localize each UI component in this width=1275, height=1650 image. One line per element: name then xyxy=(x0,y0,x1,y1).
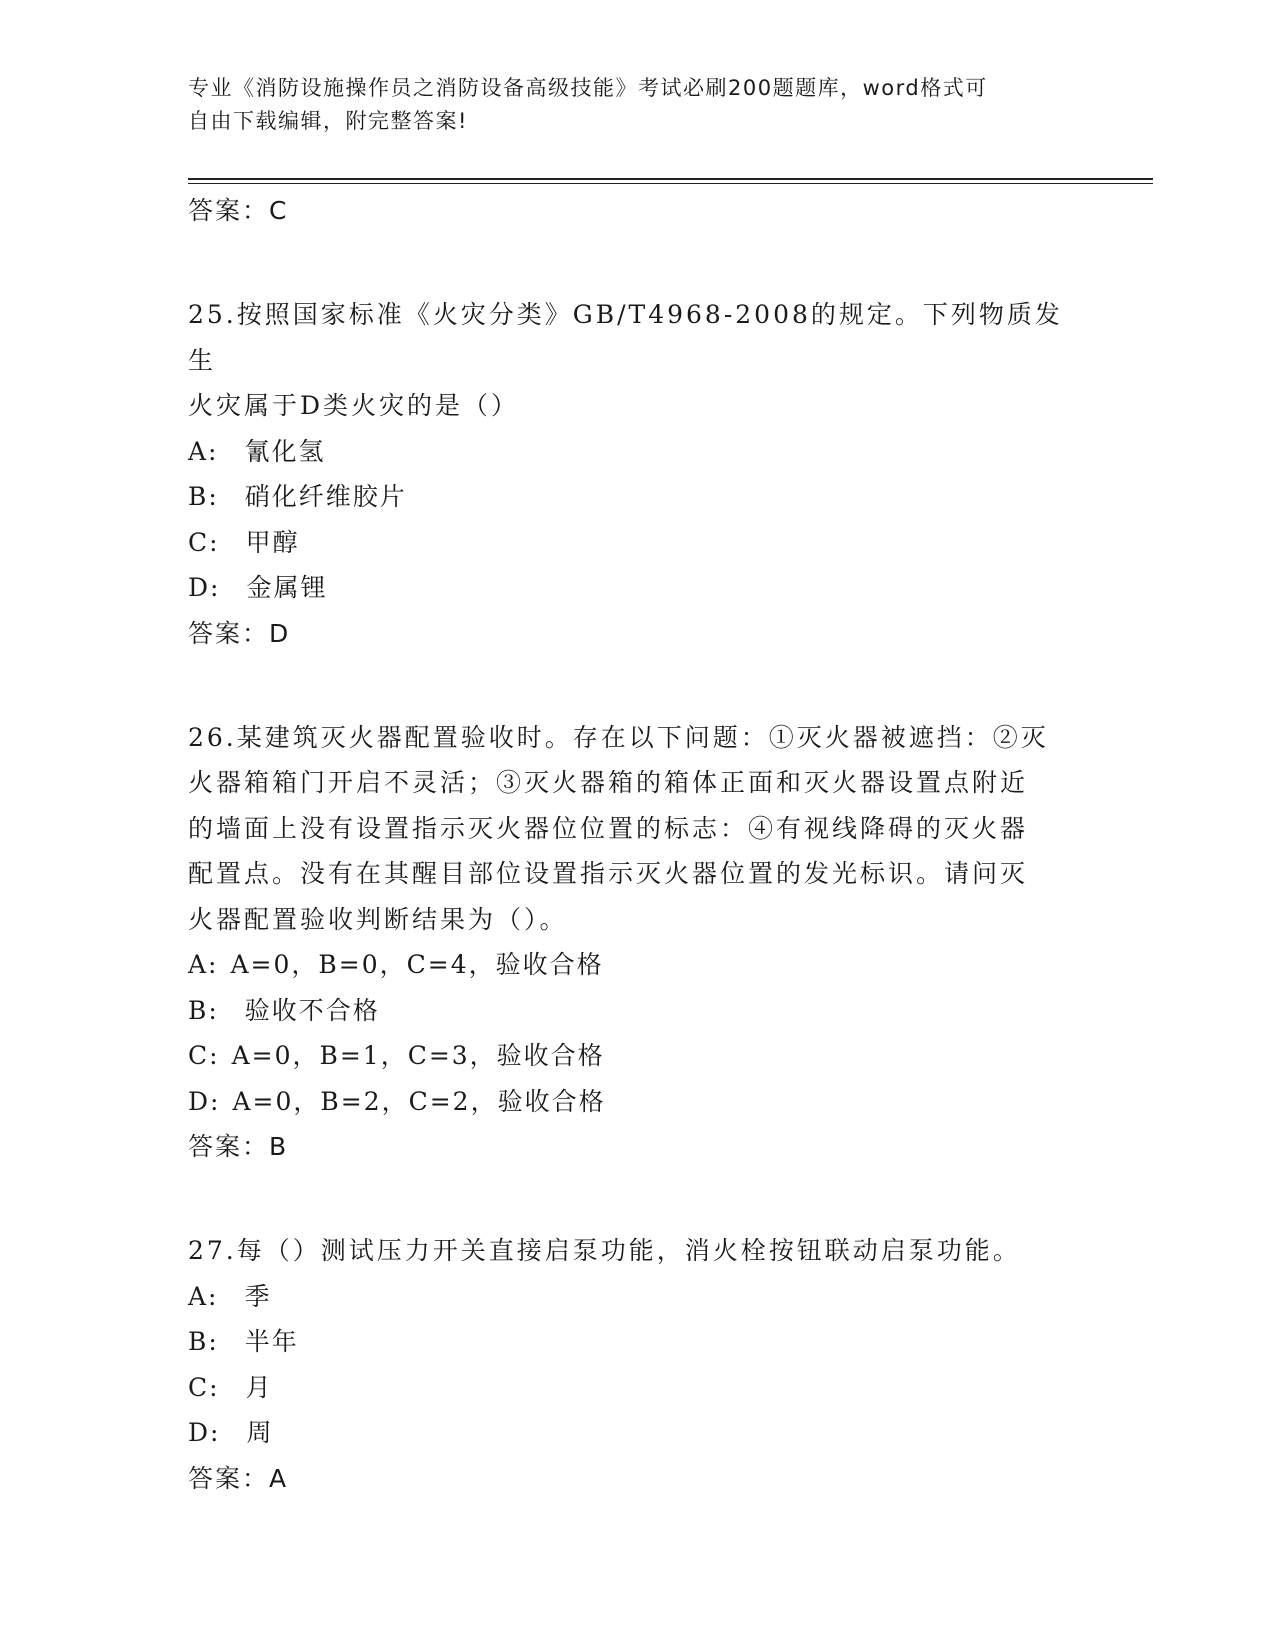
question-26 xyxy=(188,715,1088,1170)
option-text: 氰化氢 xyxy=(244,436,326,466)
question-27 xyxy=(188,1228,1088,1501)
question-text-line: 火灾属于D类火灾的是（） xyxy=(188,391,520,420)
option-text: 半年 xyxy=(244,1327,299,1356)
option-text: A=0，B=0，C=4，验收合格 xyxy=(230,950,604,979)
question-text-line: 26.某建筑灭火器配置验收时。存在以下问题：①灭火器被遮挡：②灭 xyxy=(188,722,1049,752)
header-title-line-1: 专业《消防设施操作员之消防设备高级技能》考试必刷200题题库，word格式可 xyxy=(188,76,988,100)
option-d xyxy=(188,565,1088,611)
option-text: A=0，B=2，C=2，验收合格 xyxy=(232,1086,606,1116)
option-key: C: xyxy=(188,527,220,557)
option-key: A: xyxy=(188,436,219,466)
question-text-line: 火器配置验收判断结果为（）。 xyxy=(188,904,568,934)
header-divider-thick xyxy=(188,178,1153,180)
question-list xyxy=(188,188,1088,1501)
option-c xyxy=(188,1365,1088,1411)
option-text: 验收不合格 xyxy=(244,995,380,1025)
option-key: D: xyxy=(188,573,221,602)
question-text-line: 27.每（）测试压力开关直接启泵功能，消火栓按钮联动启泵功能。 xyxy=(188,1236,1021,1265)
option-text: 月 xyxy=(245,1372,273,1402)
option-text: 季 xyxy=(244,1281,272,1311)
option-key: B: xyxy=(188,482,219,511)
answer-line: 答案：D xyxy=(188,618,291,648)
document-header xyxy=(188,72,1088,138)
header-divider-thin xyxy=(188,183,1153,184)
option-text: 金属锂 xyxy=(246,573,328,602)
option-a xyxy=(188,429,1088,475)
option-text: A=0，B=1，C=3，验收合格 xyxy=(231,1041,605,1070)
option-d xyxy=(188,1410,1088,1456)
option-c xyxy=(188,1033,1088,1079)
question-25 xyxy=(188,292,1088,656)
option-a xyxy=(188,1274,1088,1320)
option-key: B: xyxy=(188,1327,219,1356)
previous-answer: 答案：C xyxy=(188,196,289,225)
option-b xyxy=(188,988,1088,1034)
question-text-line: 火器箱箱门开启不灵活；③灭火器箱的箱体正面和灭火器设置点附近 xyxy=(188,768,1029,797)
option-text: 甲醇 xyxy=(245,527,300,557)
option-key: C: xyxy=(188,1372,220,1402)
question-text-line: 的墙面上没有设置指示灭火器位位置的标志：④有视线降碍的灭火器 xyxy=(188,813,1029,843)
option-b xyxy=(188,474,1088,520)
option-key: C: xyxy=(188,1041,220,1070)
answer-line: 答案：B xyxy=(188,1132,289,1161)
option-a xyxy=(188,942,1088,988)
option-d xyxy=(188,1079,1088,1125)
option-key: B: xyxy=(188,995,219,1025)
option-key: D: xyxy=(188,1418,221,1447)
option-key: A: xyxy=(188,1281,219,1311)
option-key: D: xyxy=(188,1086,221,1116)
option-text: 硝化纤维胶片 xyxy=(244,482,407,511)
option-b xyxy=(188,1319,1088,1365)
header-title-line-2: 自由下载编辑，附完整答案! xyxy=(188,109,468,133)
question-text-line: 配置点。没有在其醒目部位设置指示灭火器位置的发光标识。请问灭 xyxy=(188,859,1029,888)
option-c xyxy=(188,520,1088,566)
option-text: 周 xyxy=(246,1418,274,1447)
question-text-line: 25.按照国家标准《火灾分类》GB/T4968-2008的规定。下列物质发生 xyxy=(188,300,1063,375)
answer-line: 答案：A xyxy=(188,1463,289,1493)
option-key: A: xyxy=(188,950,219,979)
